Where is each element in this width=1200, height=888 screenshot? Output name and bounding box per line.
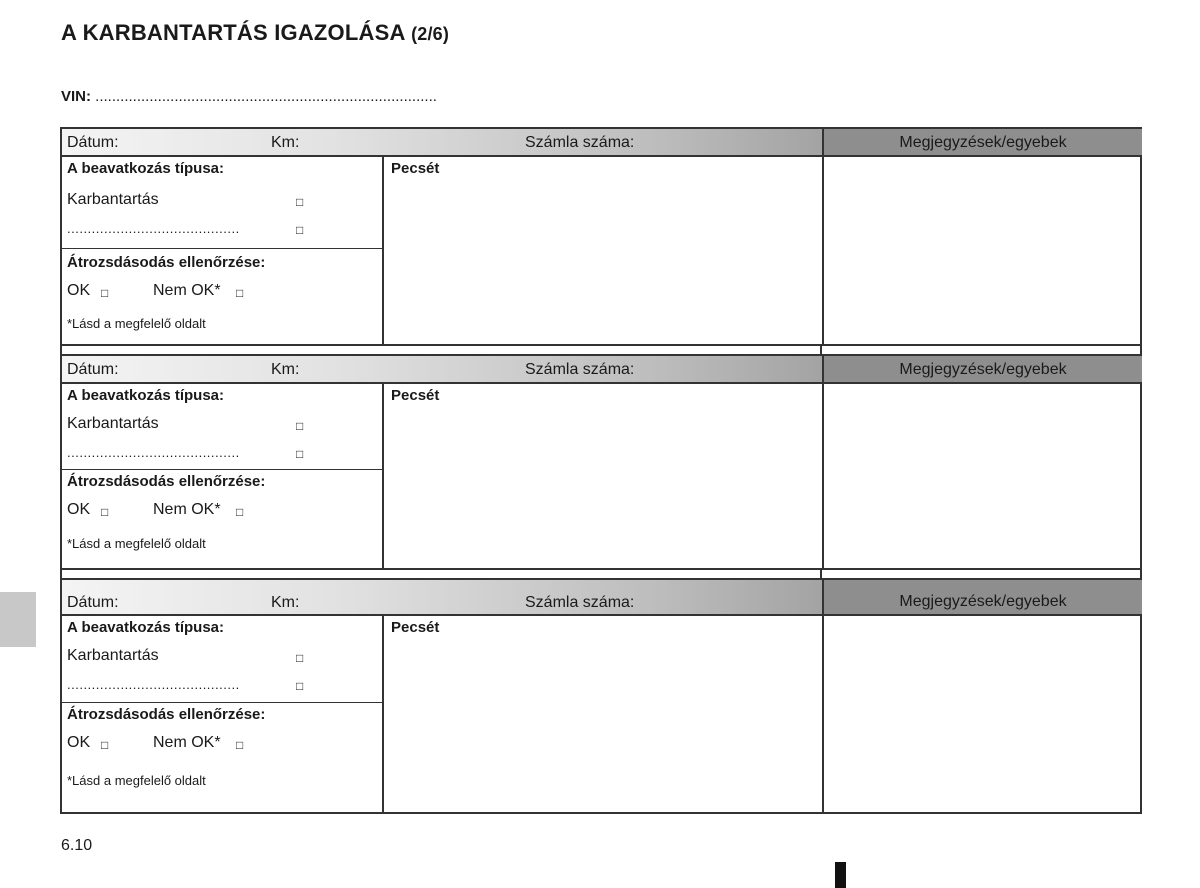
maintenance-checkbox[interactable]: □ (296, 195, 304, 209)
page-edge-marker (835, 862, 846, 888)
maintenance-record-3 (60, 578, 1142, 814)
record-body (62, 384, 1140, 568)
datum-label: Dátum: (67, 134, 119, 151)
ok-label: OK (67, 282, 91, 299)
record-header (62, 580, 1140, 616)
intervention-type-section (62, 616, 382, 703)
invoice-number-label: Számla száma: (525, 594, 635, 611)
nem-ok-label: Nem OK* (153, 282, 221, 299)
other-dots: .......................................... (67, 221, 240, 236)
ok-checkbox[interactable]: □ (101, 286, 109, 300)
other-dots: .......................................... (67, 445, 240, 460)
see-page-note: *Lásd a megfelelő oldalt (67, 316, 206, 331)
datum-label: Dátum: (67, 361, 119, 378)
intervention-type-section (62, 157, 382, 249)
ok-checkbox[interactable]: □ (101, 738, 109, 752)
corrosion-check-label: Átrozsdásodás ellenőrzése: (67, 706, 266, 723)
vin-line (61, 88, 437, 105)
record-body (62, 616, 1140, 812)
nem-ok-checkbox[interactable]: □ (236, 738, 244, 752)
intervention-type-label: A beavatkozás típusa: (67, 160, 224, 177)
km-label: Km: (271, 134, 300, 151)
see-page-note: *Lásd a megfelelő oldalt (67, 536, 206, 551)
other-checkbox[interactable]: □ (296, 679, 304, 693)
remarks-label: Megjegyzések/egyebek (822, 580, 1142, 614)
other-dots: .......................................... (67, 677, 240, 692)
stamp-label: Pecsét (391, 387, 440, 404)
datum-label: Dátum: (67, 594, 119, 611)
page-title-part: (2/6) (411, 24, 450, 44)
nem-ok-checkbox[interactable]: □ (236, 286, 244, 300)
other-checkbox[interactable]: □ (296, 223, 304, 237)
corrosion-check-label: Átrozsdásodás ellenőrzése: (67, 254, 266, 271)
ok-label: OK (67, 501, 91, 518)
nem-ok-checkbox[interactable]: □ (236, 505, 244, 519)
intervention-type-label: A beavatkozás típusa: (67, 619, 224, 636)
see-page-note: *Lásd a megfelelő oldalt (67, 773, 206, 788)
invoice-number-label: Számla száma: (525, 134, 635, 151)
maintenance-label: Karbantartás (67, 191, 159, 208)
maintenance-record-2 (60, 354, 1142, 570)
record-body (62, 157, 1140, 344)
ok-checkbox[interactable]: □ (101, 505, 109, 519)
intervention-column (62, 616, 384, 812)
corrosion-check-label: Átrozsdásodás ellenőrzése: (67, 473, 266, 490)
remarks-divider (822, 384, 824, 568)
record-header (62, 356, 1140, 384)
stamp-label: Pecsét (391, 619, 440, 636)
km-label: Km: (271, 594, 300, 611)
vin-dots: .................................................................................. (95, 88, 437, 105)
record-separator (60, 568, 1142, 578)
maintenance-checkbox[interactable]: □ (296, 651, 304, 665)
remarks-label: Megjegyzések/egyebek (822, 129, 1142, 155)
intervention-type-label: A beavatkozás típusa: (67, 387, 224, 404)
intervention-type-section (62, 384, 382, 470)
remarks-label: Megjegyzések/egyebek (822, 356, 1142, 382)
invoice-number-label: Számla száma: (525, 361, 635, 378)
record-separator (60, 344, 1142, 354)
nem-ok-label: Nem OK* (153, 734, 221, 751)
remarks-divider (822, 616, 824, 812)
nem-ok-label: Nem OK* (153, 501, 221, 518)
record-header (62, 129, 1140, 157)
chapter-tab (0, 592, 36, 647)
maintenance-label: Karbantartás (67, 415, 159, 432)
vin-label: VIN: (61, 88, 91, 105)
intervention-column (62, 384, 384, 568)
maintenance-record-1 (60, 127, 1142, 346)
stamp-label: Pecsét (391, 160, 440, 177)
page-number: 6.10 (61, 837, 93, 854)
ok-label: OK (67, 734, 91, 751)
maintenance-checkbox[interactable]: □ (296, 419, 304, 433)
maintenance-label: Karbantartás (67, 647, 159, 664)
other-checkbox[interactable]: □ (296, 447, 304, 461)
page-title-text: A KARBANTARTÁS IGAZOLÁSA (61, 20, 405, 45)
intervention-column (62, 157, 384, 344)
km-label: Km: (271, 361, 300, 378)
page-title (61, 20, 449, 46)
remarks-divider (822, 157, 824, 344)
